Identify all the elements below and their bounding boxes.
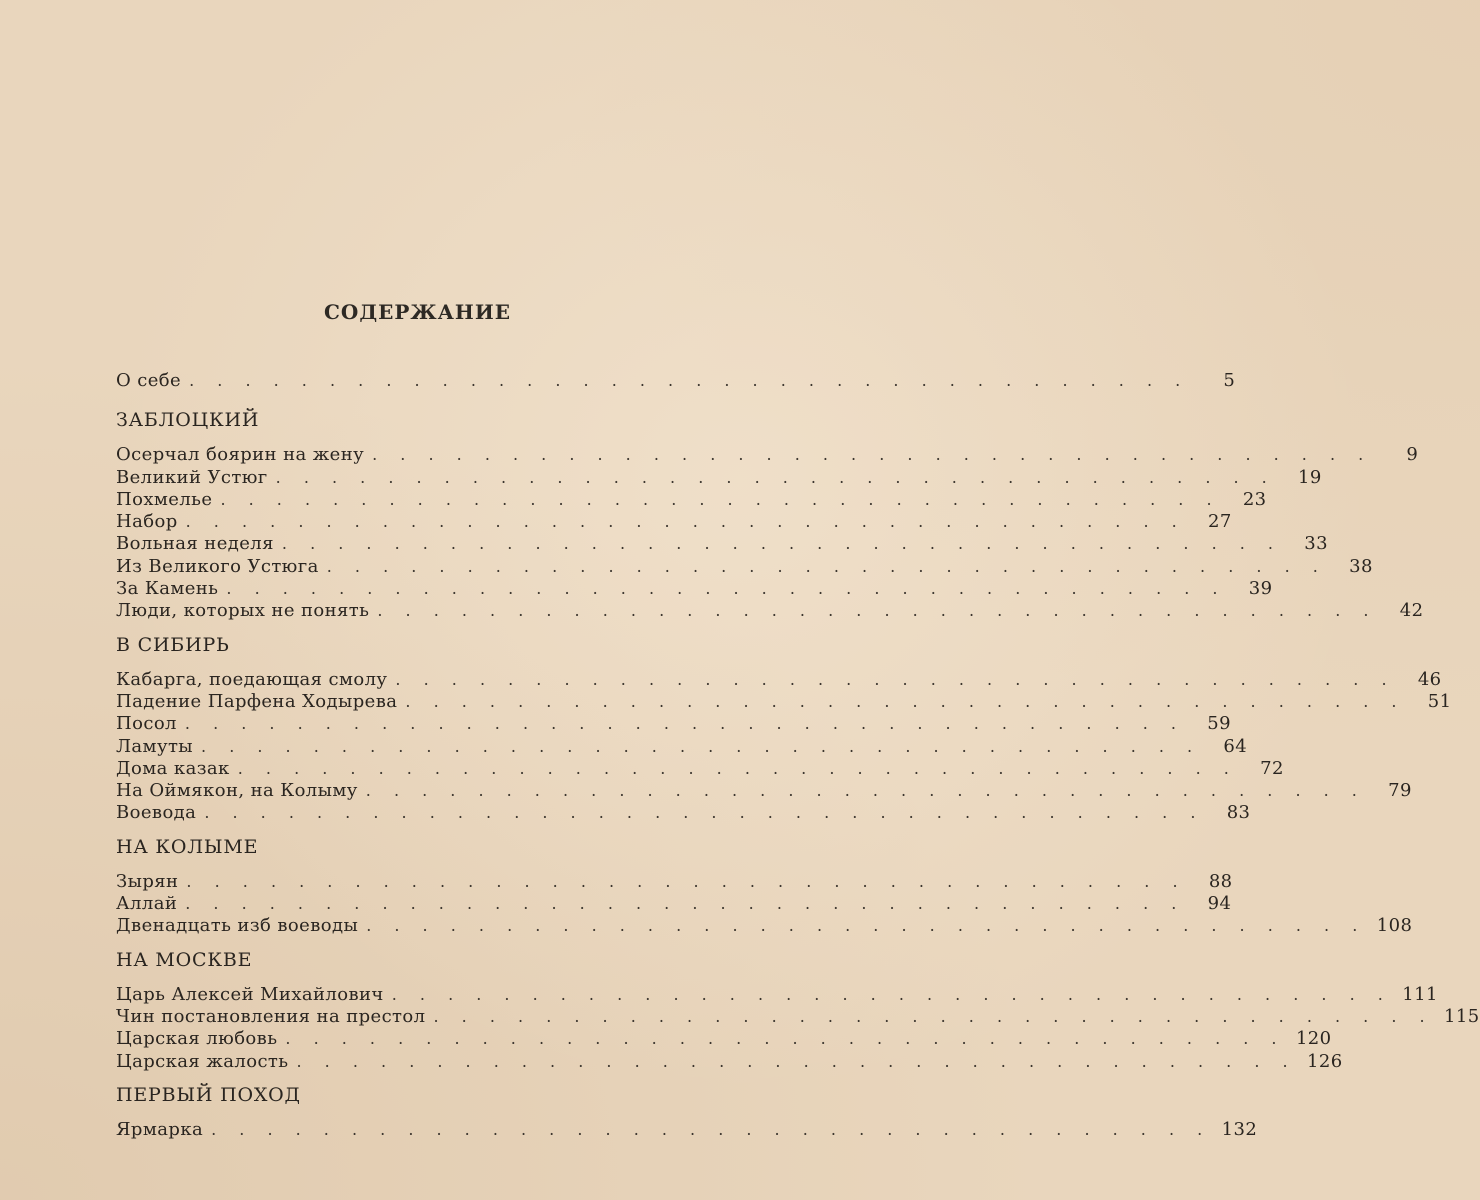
dot-leader: . . . . . . . . . . . . . . . . . . . . . . . . . . . . . . . . . . . . — [372, 445, 1373, 465]
toc-entry-page: 111 — [1402, 983, 1438, 1005]
toc-entry-page: 88 — [1208, 870, 1233, 892]
toc-entry — [116, 713, 1231, 735]
toc-entry — [116, 1118, 1258, 1141]
page-title: СОДЕРЖАНИЕ — [324, 300, 511, 324]
toc-entry-label: На Оймякон, на Колыму — [116, 780, 358, 802]
toc-entry-label: Царь Алексей Михайлович — [116, 983, 384, 1005]
toc-entry-intro — [116, 370, 1236, 392]
toc-entry-label: За Камень — [116, 578, 219, 600]
toc-entry-label: Из Великого Устюга — [116, 555, 319, 577]
toc-entry-label: Осерчал боярин на жену — [116, 444, 365, 466]
toc-entry-label: Аллай — [116, 893, 178, 915]
dot-leader: . . . . . . . . . . . . . . . . . . . . . . . . . . . . . . . . . . . . — [220, 489, 1221, 509]
toc-entry — [116, 511, 1232, 533]
toc-entry-label: Зырян — [116, 870, 179, 892]
dot-leader: . . . . . . . . . . . . . . . . . . . . . . . . . . . . . . . . . . . . — [237, 758, 1238, 778]
toc-entry — [116, 1005, 1480, 1028]
toc-section — [116, 1081, 1258, 1141]
toc-entry-page: 120 — [1295, 1028, 1332, 1050]
section-heading: ЗАБЛОЦКИЙ — [116, 409, 260, 432]
toc-entry-page: 46 — [1417, 668, 1442, 690]
toc-entry — [116, 444, 1419, 466]
dot-leader: . . . . . . . . . . . . . . . . . . . . . . . . . . . . . . . . . . . . — [226, 579, 1227, 599]
toc-entry-page: 9 — [1406, 444, 1419, 466]
toc-entry-label: Дома казак — [116, 757, 230, 779]
toc-entry-label: Царская любовь — [116, 1028, 278, 1050]
toc-entry — [116, 600, 1424, 622]
toc-entry — [116, 757, 1284, 780]
dot-leader: . . . . . . . . . . . . . . . . . . . . . . . . . . . . . . . . . . . . — [285, 1029, 1286, 1049]
toc-entry-label: Похмелье — [116, 488, 213, 510]
dot-leader: . . . . . . . . . . . . . . . . . . . . . . . . . . . . . . . . . . . . — [326, 556, 1327, 576]
dot-leader: . . . . . . . . . . . . . . . . . . . . . . . . . . . . . . . . . . . . — [405, 691, 1406, 711]
dot-leader: . . . . . . . . . . . . . . . . . . . . . . . . . . . . . . . . . . . . — [281, 534, 1282, 554]
dot-leader: . . . . . . . . . . . . . . . . . . . . . . . . . . . . . . . . . . . . — [391, 984, 1392, 1004]
dot-leader: . . . . . . . . . . . . . . . . . . . . . . . . . . . . . . . . . . . . — [186, 871, 1187, 891]
section-entries — [116, 870, 1413, 938]
toc-entry-page: 42 — [1399, 600, 1424, 622]
dot-leader: . . . . . . . . . . . . . . . . . . . . . . . . . . . . . . . . . . . . — [395, 669, 1396, 689]
section-entries — [116, 1118, 1258, 1141]
toc-entry — [116, 870, 1233, 893]
section-entries — [116, 668, 1452, 825]
toc-entry-page: 5 — [1223, 370, 1236, 391]
toc-entry — [116, 893, 1232, 915]
toc-entry-label: Люди, которых не понять — [116, 600, 370, 622]
section-entries — [116, 444, 1424, 622]
toc-entry-label: О себе — [116, 370, 182, 391]
toc-entry-page: 39 — [1248, 578, 1273, 600]
toc-entry — [116, 533, 1328, 555]
toc-entry-page: 94 — [1207, 893, 1232, 915]
toc-section — [116, 833, 1413, 938]
dot-leader: . . . . . . . . . . . . . . . . . . . . . . . . . . . . . . . . . . . . — [185, 894, 1186, 914]
toc-sections — [116, 406, 1480, 1141]
toc-entry-label: Великий Устюг — [116, 466, 268, 488]
toc-entry-label: Царская жалость — [116, 1050, 289, 1072]
toc-entry-page: 79 — [1388, 780, 1412, 802]
dot-leader: . . . . . . . . . . . . . . . . . . . . . . . . . . . . . . . . . . . . — [211, 1119, 1212, 1139]
toc-entry — [116, 915, 1413, 937]
section-entries — [116, 983, 1480, 1073]
toc-entry-page: 126 — [1307, 1050, 1343, 1072]
toc-entry-label: Чин постановления на престол — [116, 1005, 426, 1027]
toc-entry-page: 115 — [1444, 1005, 1480, 1027]
toc-entry-label: Кабарга, поедающая смолу — [116, 668, 388, 690]
toc-entry-label: Набор — [116, 511, 178, 533]
toc-entry — [116, 1028, 1332, 1050]
toc-entry-label: Ламуты — [116, 735, 194, 757]
dot-leader: . . . . . . . . . . . . . . . . . . . . . . . . . . . . . . . . . . . . — [296, 1051, 1297, 1071]
dot-leader: . . . . . . . . . . . . . . . . . . . . . . . . . . . . . . . . . . . . — [377, 601, 1378, 621]
toc-entry-page: 51 — [1427, 690, 1452, 712]
toc-entry — [116, 488, 1267, 511]
toc-entry-page: 72 — [1260, 757, 1284, 779]
toc-entry — [116, 466, 1322, 489]
table-of-contents — [116, 370, 1480, 1147]
dot-leader: . . . . . . . . . . . . . . . . . . . . . . . . . . . . . . . . . . . . — [204, 803, 1205, 823]
toc-entry-page: 38 — [1349, 555, 1373, 577]
toc-entry-label: Вольная неделя — [116, 533, 274, 555]
dot-leader: . . . . . . . . . . . . . . . . . . . . . . . . . . . . . . . . . . . . — [185, 512, 1186, 532]
section-heading: В СИБИРЬ — [116, 633, 230, 656]
dot-leader: . . . . . . . . . . . . . . . . . . . . . . . . . . . . . . . . . . . . — [433, 1006, 1434, 1026]
section-heading: ПЕРВЫЙ ПОХОД — [116, 1083, 301, 1106]
toc-entry — [116, 780, 1412, 802]
toc-entry-page: 59 — [1207, 713, 1231, 735]
section-heading: НА МОСКВЕ — [116, 948, 253, 971]
toc-entry-page: 19 — [1298, 466, 1322, 488]
toc-entry — [116, 802, 1251, 824]
toc-entry — [116, 555, 1373, 578]
toc-section — [116, 631, 1452, 825]
toc-entry-label: Падение Парфена Ходырева — [116, 690, 398, 712]
toc-entry — [116, 578, 1273, 600]
toc-entry — [116, 690, 1452, 713]
toc-entry — [116, 983, 1438, 1006]
toc-entry-page: 64 — [1223, 735, 1248, 757]
toc-entry-label: Посол — [116, 713, 177, 735]
toc-entry — [116, 735, 1248, 758]
dot-leader: . . . . . . . . . . . . . . . . . . . . . . . . . . . . . . . . . . . . — [365, 781, 1366, 801]
toc-entry-page: 33 — [1304, 533, 1328, 555]
dot-leader: . . . . . . . . . . . . . . . . . . . . . . . . . . . . . . . . . . . . — [184, 714, 1185, 734]
toc-entry-label: Двенадцать изб воеводы — [116, 915, 359, 937]
toc-entry-page: 132 — [1221, 1118, 1258, 1140]
section-heading: НА КОЛЫМЕ — [116, 835, 259, 858]
toc-entry-page: 23 — [1242, 488, 1267, 510]
toc-entry-label: Воевода — [116, 802, 197, 824]
toc-entry-page: 27 — [1208, 511, 1232, 533]
toc-entry-label: Ярмарка — [116, 1118, 204, 1140]
toc-entry-page: 108 — [1376, 915, 1413, 937]
toc-entry — [116, 1050, 1343, 1073]
toc-section — [116, 406, 1424, 622]
dot-leader: . . . . . . . . . . . . . . . . . . . . . . . . . . . . . . . . . . . . — [201, 736, 1202, 756]
toc-entry — [116, 668, 1442, 691]
dot-leader: . . . . . . . . . . . . . . . . . . . . . . . . . . . . . . . . . . . . — [275, 467, 1276, 487]
dot-leader: . . . . . . . . . . . . . . . . . . . . . . . . . . . . . . . . . . . . — [189, 371, 1190, 390]
dot-leader: . . . . . . . . . . . . . . . . . . . . . . . . . . . . . . . . . . . . — [366, 916, 1367, 936]
toc-entry-page: 83 — [1226, 802, 1251, 824]
toc-section — [116, 946, 1480, 1073]
